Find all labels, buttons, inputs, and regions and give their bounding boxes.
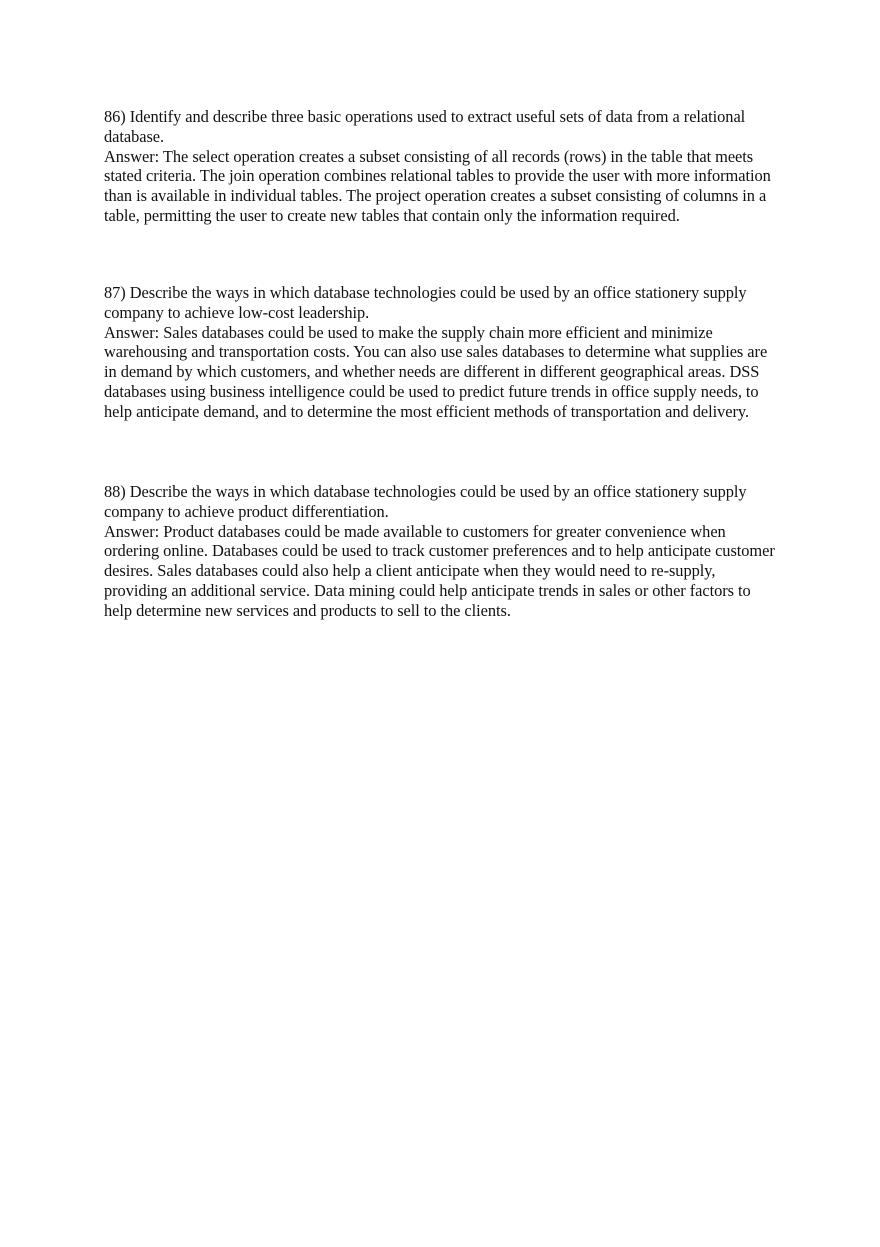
- answer-text: Answer: Product databases could be made available to customers for greater convenience when ordering online. Databases could be used to track customer preferences and to help anticipate customer desires. Sales databases could also help a client anticipate when they would need to re-supply, providing an additional service. Data mining could help anticipate trends in sales or other factors to help determine new services and products to sell to the clients.: [104, 521, 775, 620]
- question-text: 87) Describe the ways in which database technologies could be used by an office stationery supply company to achieve low-cost leadership.: [104, 283, 747, 322]
- question-block-88: [104, 482, 780, 621]
- question-block-86: [104, 107, 780, 226]
- question-text: 86) Identify and describe three basic operations used to extract useful sets of data from a relational database.: [104, 107, 746, 146]
- question-block-87: [104, 283, 780, 422]
- question-text: 88) Describe the ways in which database technologies could be used by an office stationery supply company to achieve product differentiation.: [104, 482, 747, 521]
- answer-text: Answer: Sales databases could be used to make the supply chain more efficient and minimize warehousing and transportation costs. You can also use sales databases to determine what supplies are in demand by which customers, and whether needs are different in different geographical areas. DSS databases using business intelligence could be used to predict future trends in office supply needs, to help anticipate demand, and to determine the most efficient methods of transportation and delivery.: [104, 322, 768, 421]
- answer-text: Answer: The select operation creates a subset consisting of all records (rows) in the table that meets stated criteria. The join operation combines relational tables to provide the user with more information than is available in individual tables. The project operation creates a subset consisting of columns in a table, permitting the user to create new tables that contain only the information required.: [104, 146, 771, 225]
